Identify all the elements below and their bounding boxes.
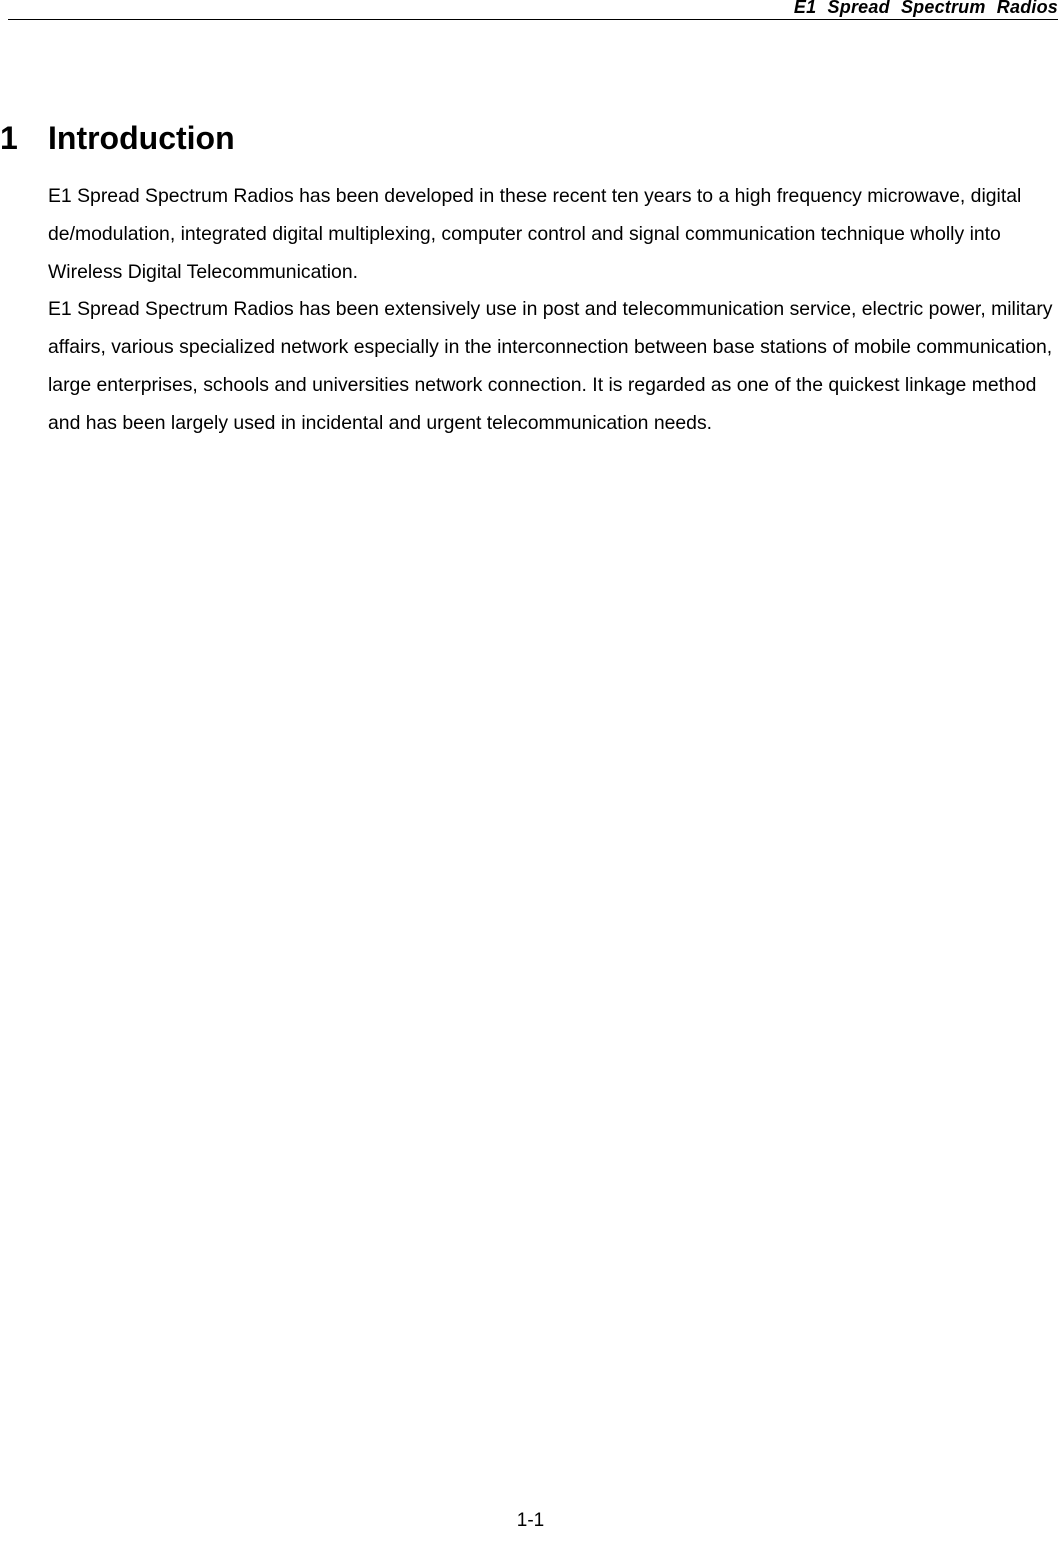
page-number: 1-1 <box>516 1510 545 1531</box>
paragraph: E1 Spread Spectrum Radios has been extensively use in post and telecommunication service, electric power, military affairs, various specialized network especially in the interconnection between base stations of mobile communication, large enterprises, schools and universities network connection. It is regarded as one of the quickest linkage method and has been largely used in incidental and urgent telecommunication needs. <box>48 298 1053 434</box>
chapter-title: Introduction <box>48 120 235 156</box>
running-header-title: E1 Spread Spectrum Radios <box>793 0 1058 17</box>
body-text <box>48 178 1061 442</box>
running-header <box>8 0 1058 20</box>
paragraph: E1 Spread Spectrum Radios has been developed in these recent ten years to a high frequency microwave, digital de/modulation, integrated digital multiplexing, computer control and signal communication technique wholly into Wireless Digital Telecommunication. <box>48 185 1022 283</box>
chapter-heading <box>0 120 235 157</box>
chapter-number: 1 <box>0 120 18 156</box>
